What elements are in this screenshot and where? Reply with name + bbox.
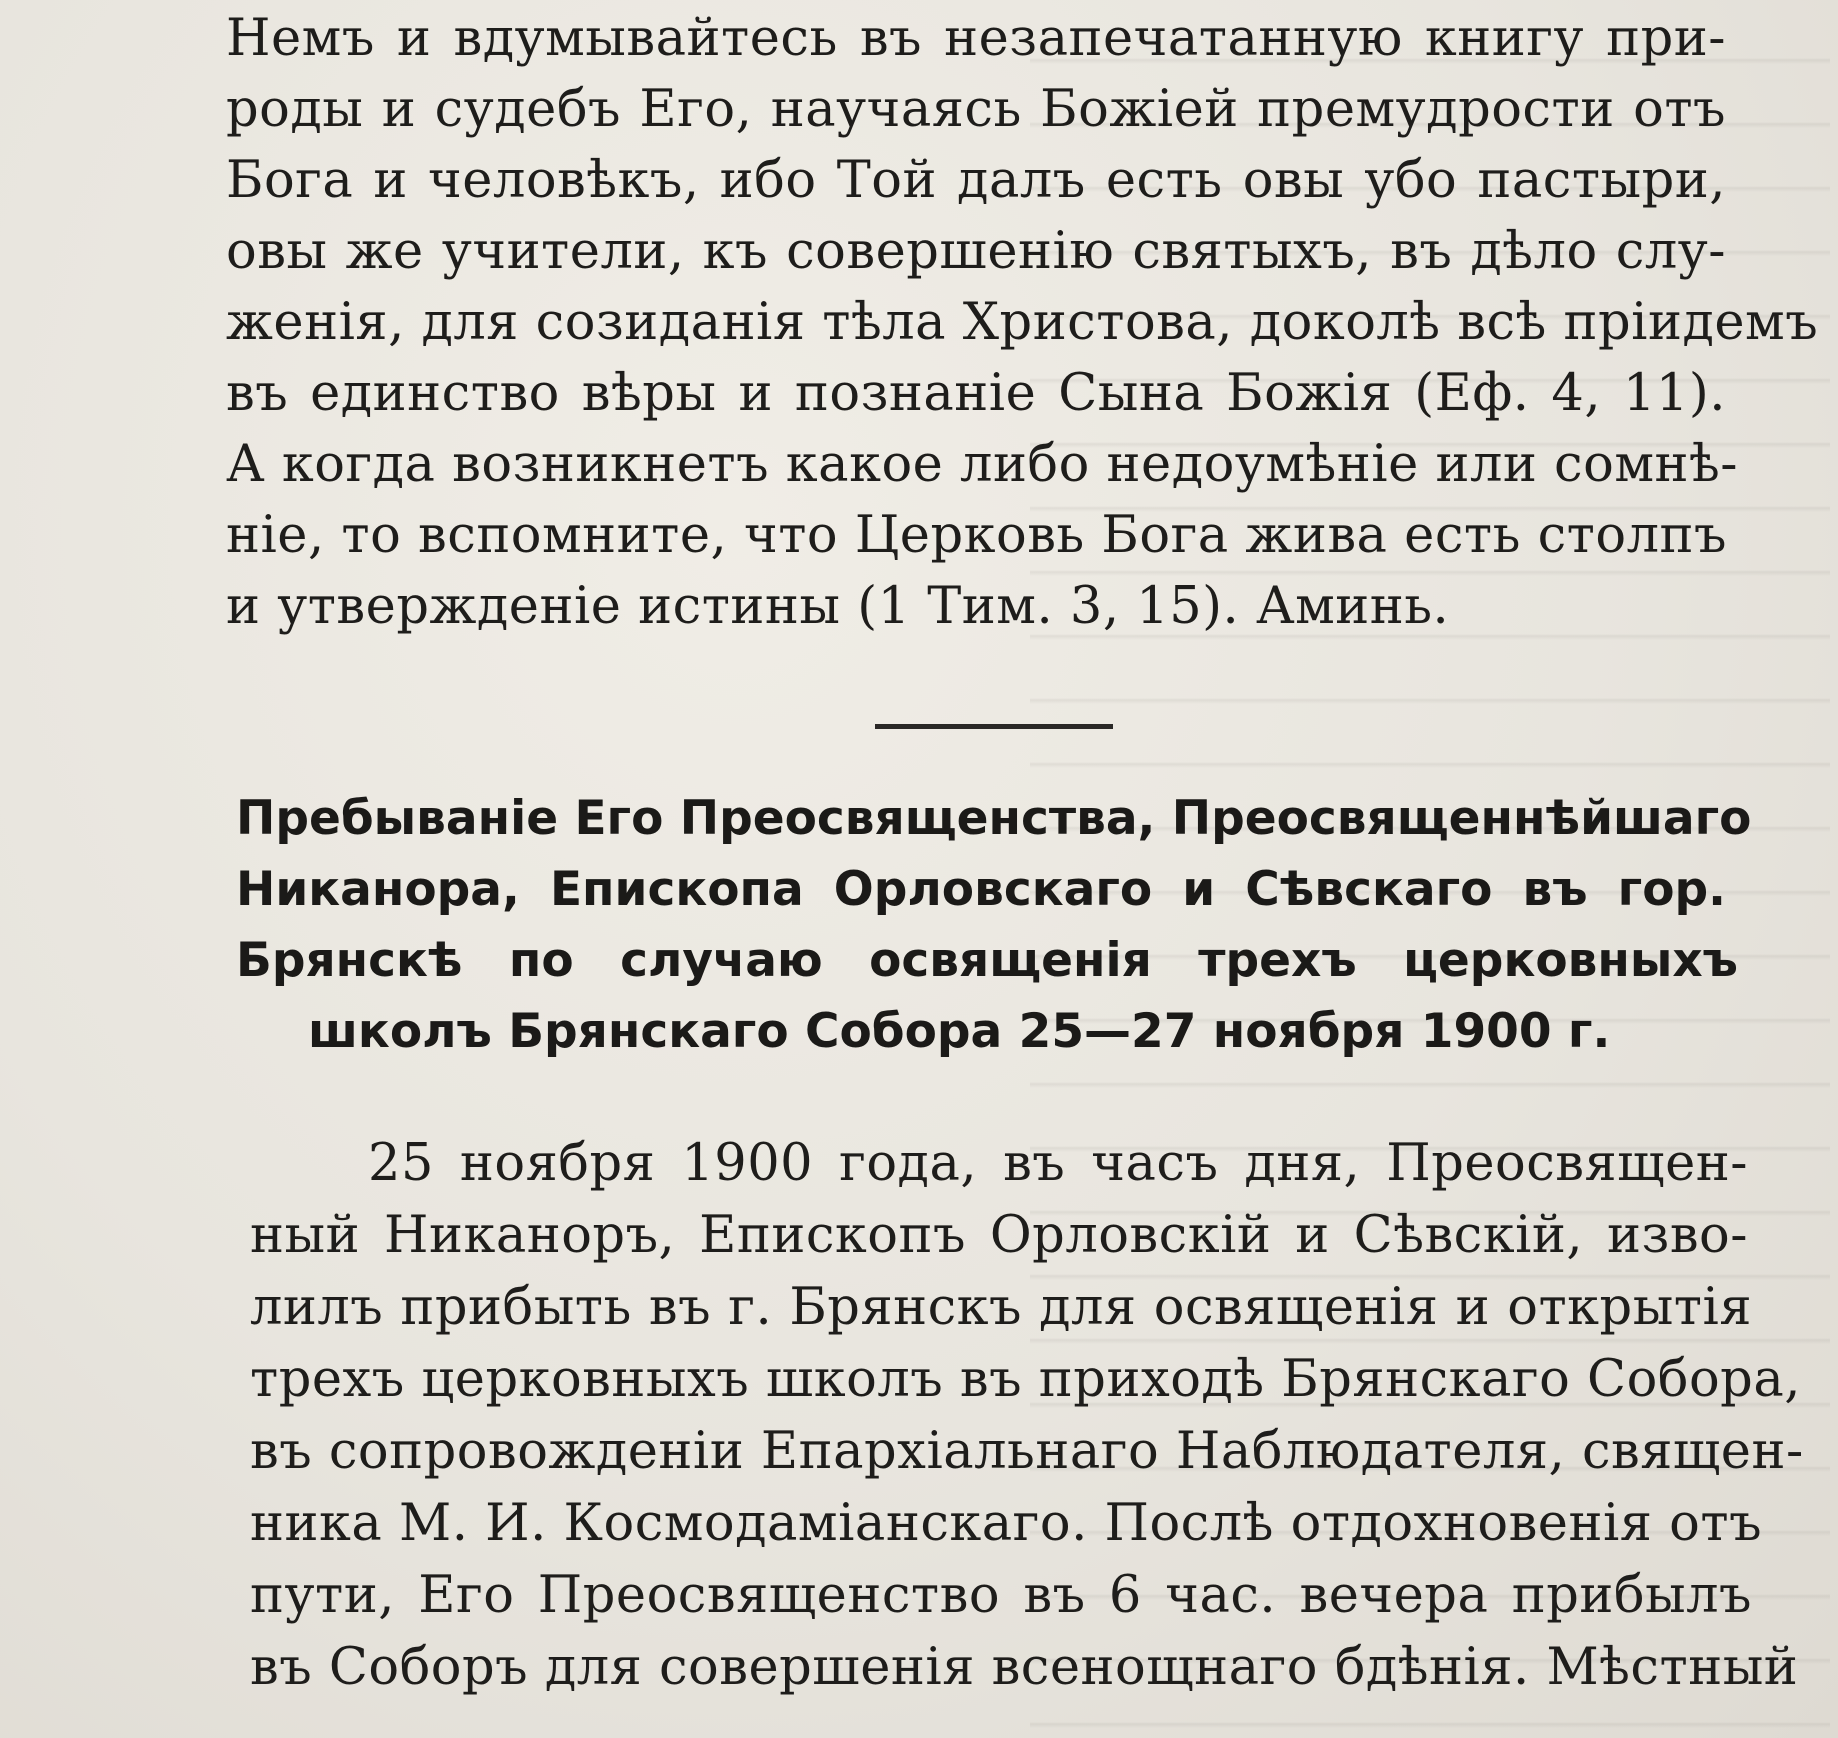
- text-line: женія, для созиданія тѣла Христова, доколѣ всѣ пріидемъ: [226, 293, 1819, 352]
- section-divider-rule: [875, 724, 1113, 729]
- text-line: въ единство вѣры и познаніе Сына Божія (Еф. 4, 11).: [226, 364, 1726, 423]
- title-line: Никанора, Епископа Орловскаго и Сѣвскаго въ гор.: [236, 862, 1726, 917]
- text-line: Бога и человѣкъ, ибо Той далъ есть овы убо пастыри,: [226, 151, 1726, 210]
- text-line: Немъ и вдумывайтесь въ незапечатанную книгу при-: [226, 9, 1726, 68]
- text-line: А когда возникнетъ какое либо недоумѣніе или сомнѣ-: [226, 435, 1738, 494]
- text-line: роды и судебъ Его, научаясь Божіей премудрости отъ: [226, 80, 1726, 139]
- text-line: ніе, то вспомните, что Церковь Бога жива есть столпъ: [226, 506, 1727, 565]
- body-line: ника М. И. Космодаміанскаго. Послѣ отдохновенія отъ: [250, 1494, 1763, 1553]
- body-line: трехъ церковныхъ школъ въ приходѣ Брянскаго Собора,: [250, 1350, 1801, 1409]
- title-line-last: школъ Брянскаго Собора 25—27 ноября 1900 г.: [308, 1004, 1611, 1059]
- text-line: овы же учители, къ совершенію святыхъ, въ дѣло слу-: [226, 222, 1726, 281]
- title-line: Пребываніе Его Преосвященства, Преосвященнѣйшаго: [236, 791, 1752, 846]
- body-line-indented: 25 ноября 1900 года, въ часъ дня, Преосвящен-: [368, 1134, 1748, 1193]
- body-line: пути, Его Преосвященство въ 6 час. вечера прибылъ: [250, 1566, 1752, 1625]
- body-line: ный Никаноръ, Епископъ Орловскій и Сѣвскій, изво-: [250, 1206, 1748, 1265]
- body-line: лилъ прибыть въ г. Брянскъ для освященія и открытія: [250, 1278, 1752, 1337]
- body-line: въ сопровожденіи Епархіальнаго Наблюдателя, священ-: [250, 1422, 1804, 1481]
- title-line: Брянскѣ по случаю освященія трехъ церковныхъ: [236, 933, 1738, 988]
- body-line: въ Соборъ для совершенія всенощнаго бдѣнія. Мѣстный: [250, 1638, 1799, 1697]
- text-line-last: и утвержденіе истины (1 Тим. 3, 15). Аминь.: [226, 577, 1450, 636]
